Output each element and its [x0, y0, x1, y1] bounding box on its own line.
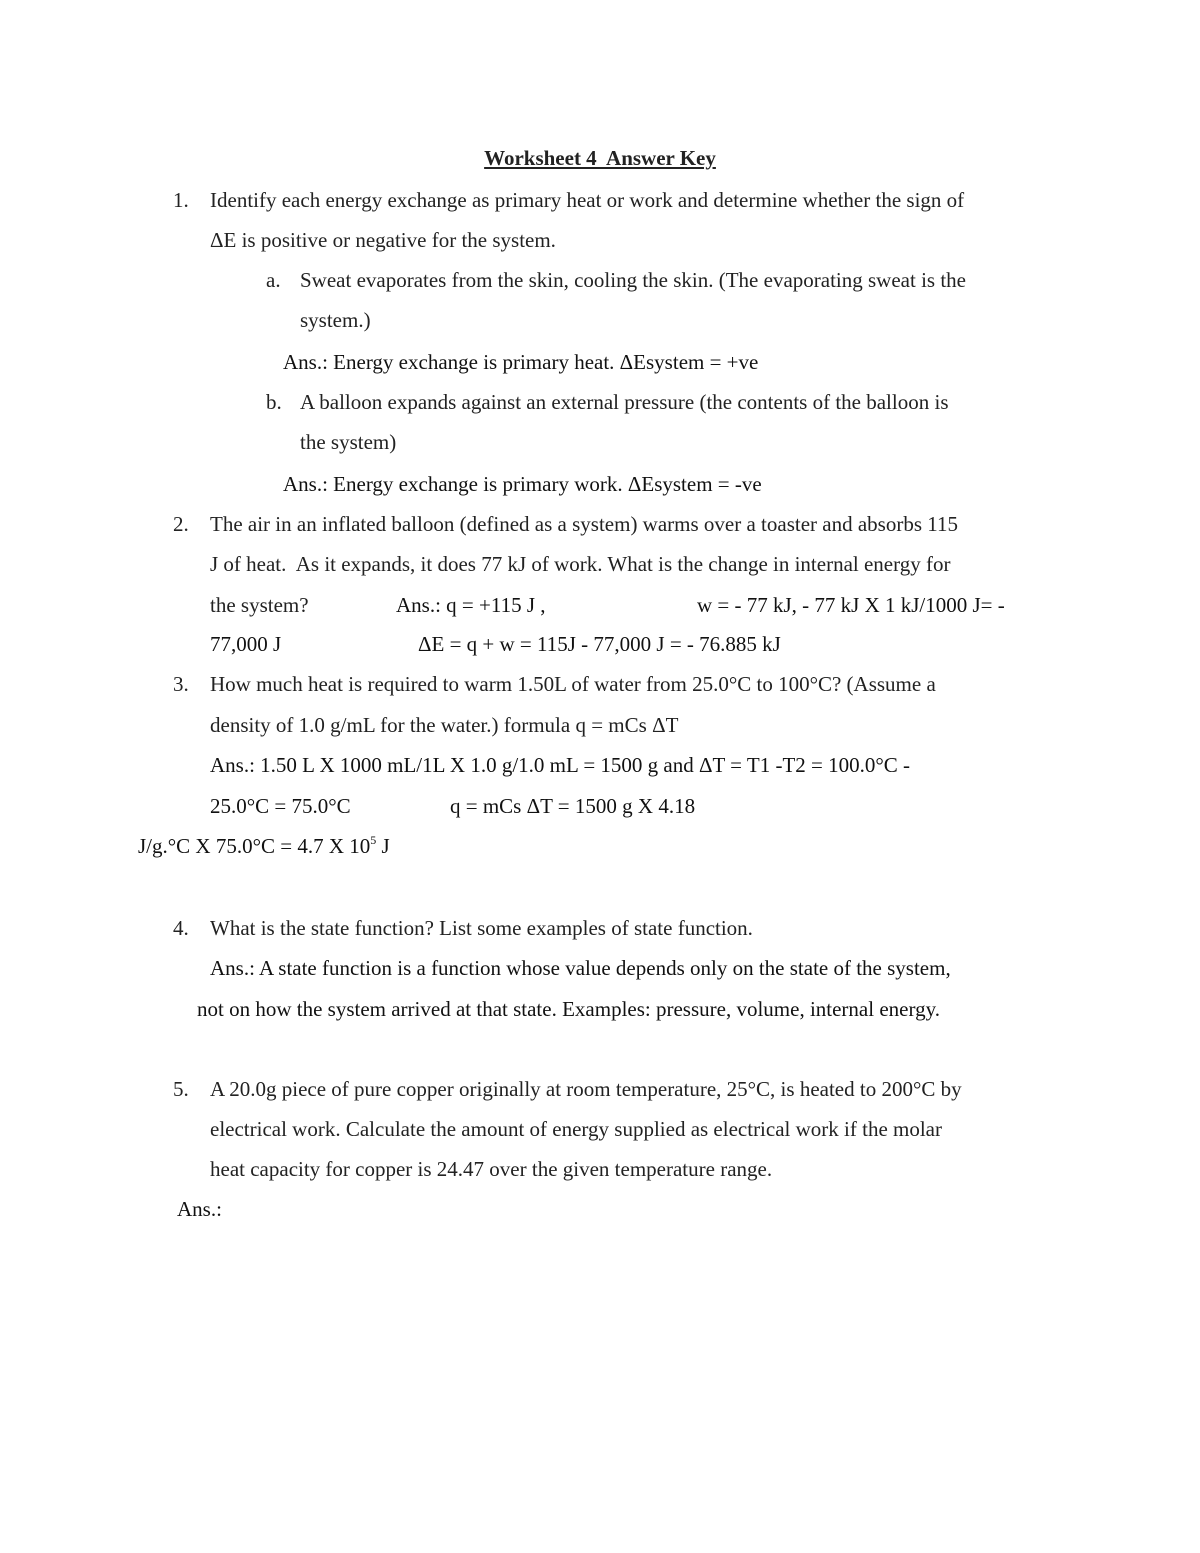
question-1-line-2: ΔE is positive or negative for the system.	[210, 228, 556, 252]
question-5-line-2: electrical work. Calculate the amount of energy supplied as electrical work if the molar	[210, 1117, 942, 1141]
question-3-line-2: density of 1.0 g/mL for the water.) formula q = mCs ΔT	[210, 713, 679, 737]
question-4-number: 4.	[173, 916, 189, 940]
question-1-line-1: Identify each energy exchange as primary heat or work and determine whether the sign of	[210, 188, 965, 212]
page-title: Worksheet 4 Answer Key	[484, 146, 716, 170]
question-4-answer-line-2: not on how the system arrived at that state. Examples: pressure, volume, internal energy.	[197, 997, 940, 1021]
question-1b-line-1: A balloon expands against an external pressure (the contents of the balloon is	[300, 390, 949, 414]
question-5-line-3: heat capacity for copper is 24.47 over the given temperature range.	[210, 1157, 773, 1181]
question-1a-line-2: system.)	[300, 308, 371, 332]
question-2-line-2: J of heat. As it expands, it does 77 kJ of work. What is the change in internal energy for	[210, 552, 951, 576]
question-1b-label: b.	[266, 390, 282, 414]
question-2-answer-w: w = - 77 kJ, - 77 kJ X 1 kJ/1000 J= -	[697, 593, 1005, 617]
question-3-answer-q: q = mCs ΔT = 1500 g X 4.18	[450, 794, 696, 818]
question-4-answer-line-1: Ans.: A state function is a function whose value depends only on the state of the system,	[210, 956, 951, 980]
question-5-answer: Ans.:	[177, 1197, 222, 1221]
question-2-answer-work-joules: 77,000 J	[210, 632, 282, 656]
question-2-number: 2.	[173, 512, 189, 536]
question-3-answer-delta-t: 25.0°C = 75.0°C	[210, 794, 351, 818]
question-1b-answer: Ans.: Energy exchange is primary work. ΔEsystem = -ve	[283, 472, 762, 496]
question-1-number: 1.	[173, 188, 189, 212]
question-2-line-3-question: the system?	[210, 593, 309, 617]
question-3-answer-result: J/g.°C X 75.0°C = 4.7 X $10^5$ J	[138, 833, 390, 858]
question-3-line-1: How much heat is required to warm 1.50L of water from 25.0°C to 100°C? (Assume a	[210, 672, 936, 696]
question-1a-line-1: Sweat evaporates from the skin, cooling the skin. (The evaporating sweat is the	[300, 268, 966, 292]
question-1b-line-2: the system)	[300, 430, 397, 454]
question-3-number: 3.	[173, 672, 189, 696]
question-2-answer-q: Ans.: q = +115 J ,	[396, 593, 546, 617]
question-3-answer-line-1: Ans.: 1.50 L X 1000 mL/1L X 1.0 g/1.0 mL = 1500 g and ΔT = T1 -T2 = 100.0°C -	[210, 753, 911, 777]
question-2-line-1: The air in an inflated balloon (defined as a system) warms over a toaster and absorbs 115	[210, 512, 958, 536]
question-1a-label: a.	[266, 268, 281, 292]
question-4-line-1: What is the state function? List some examples of state function.	[210, 916, 753, 940]
question-5-line-1: A 20.0g piece of pure copper originally at room temperature, 25°C, is heated to 200°C by	[210, 1077, 962, 1101]
question-1a-answer: Ans.: Energy exchange is primary heat. ΔEsystem = +ve	[283, 350, 759, 374]
question-2-answer-delta-e: ΔE = q + w = 115J - 77,000 J = - 76.885 kJ	[418, 632, 781, 656]
question-5-number: 5.	[173, 1077, 189, 1101]
